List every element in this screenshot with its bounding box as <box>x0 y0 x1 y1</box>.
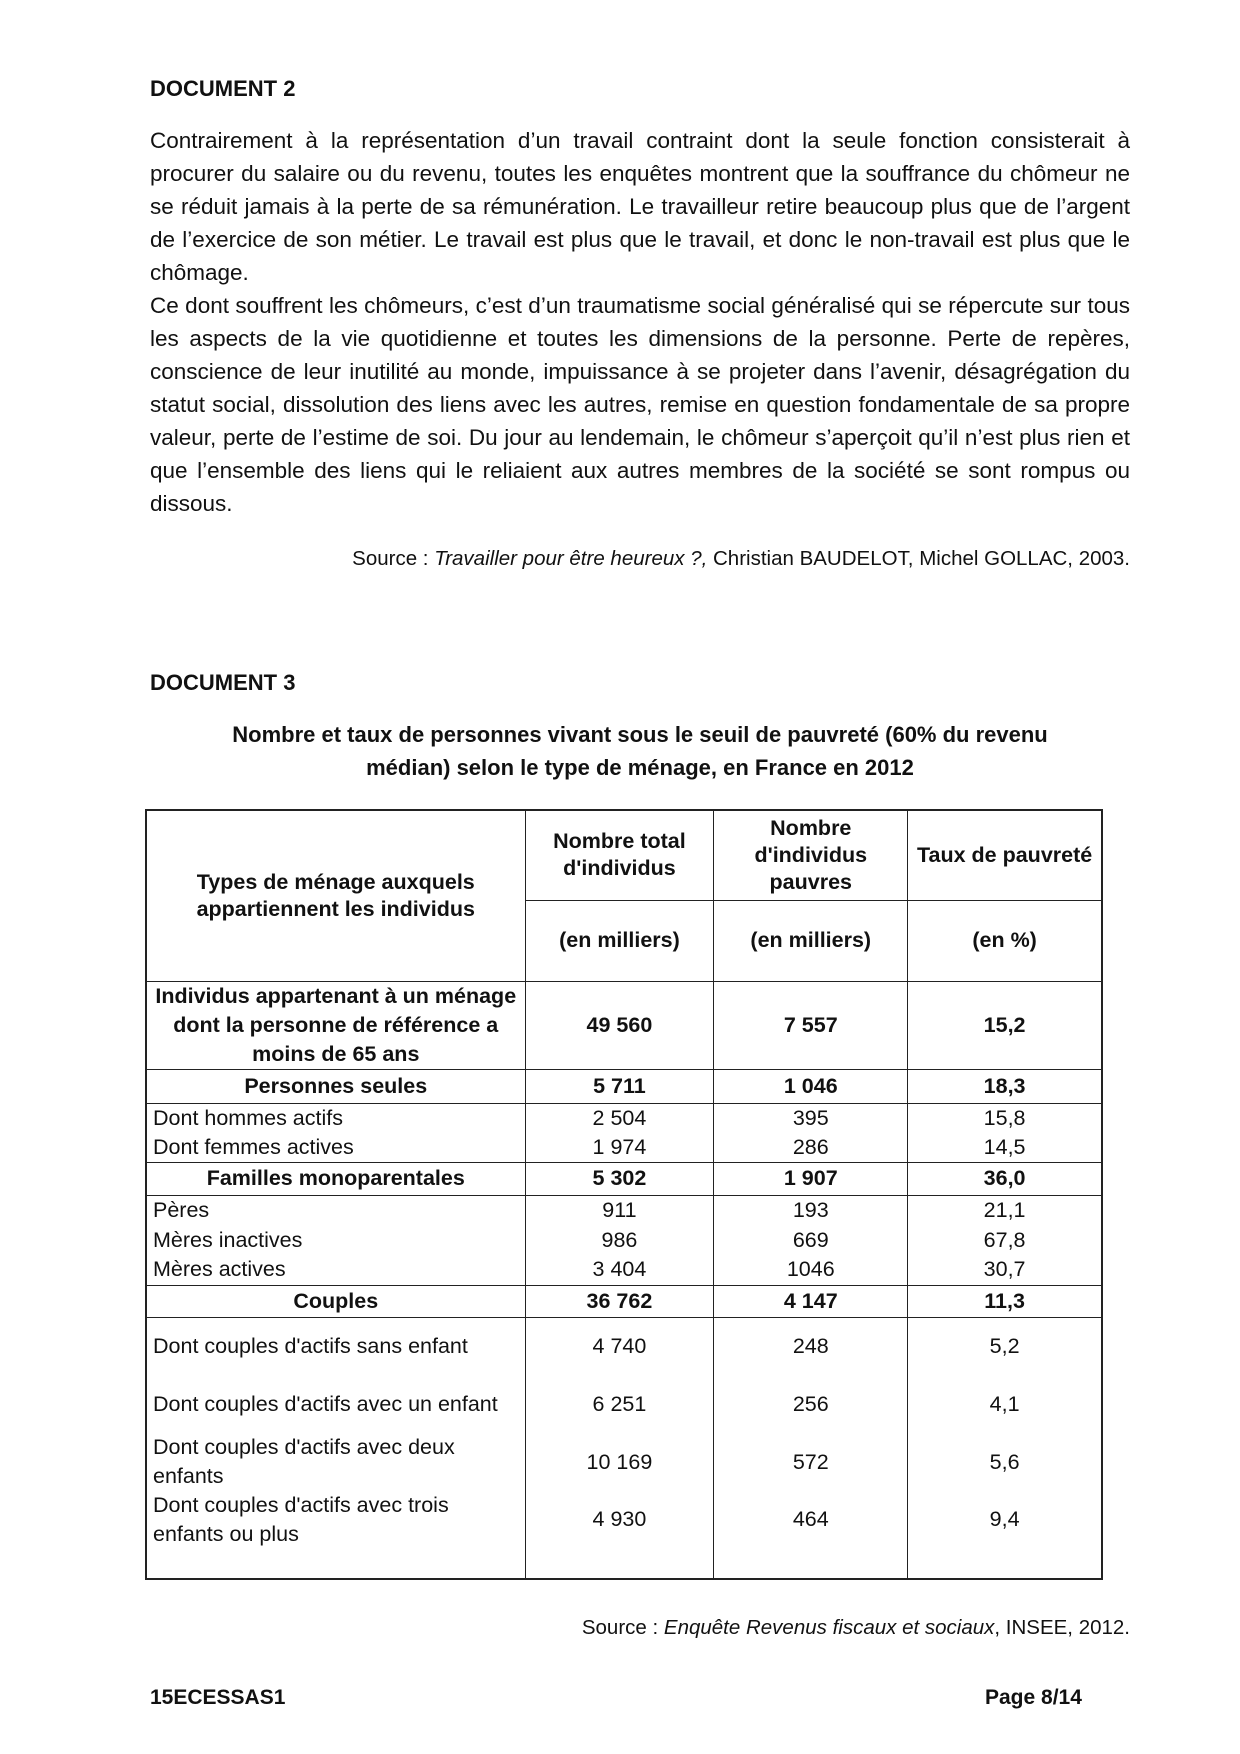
header-total: Nombre total d'individus <box>525 810 714 900</box>
table-row: Couples 36 762 4 147 11,3 <box>146 1285 1102 1317</box>
header-rate: Taux de pauvreté <box>908 810 1102 900</box>
unit-poor: (en milliers) <box>714 900 908 981</box>
table-row: Individus appartenant à un ménage dont la personne de référence a moins de 65 ans 49 560 7 557 15,2 <box>146 981 1102 1069</box>
paragraph-2: Ce dont souffrent les chômeurs, c’est d’un traumatisme social généralisé qui se répercute sur tous les aspects de la vie quotidienne et toutes les dimensions de la personne. Perte de repères, conscience de leur inutilité au monde, impuissance à se projeter dans l’avenir, désagrégation du statut social, dissolution des liens avec les autres, remise en question fondamentale de sa propre valeur, perte de l’estime de soi. Du jour au lendemain, le chômeur s’aperçoit qu’il n’est plus rien et que l’ensemble des liens qui le reliaient aux autres membres de la société se sont rompus ou dissous. <box>150 293 1130 516</box>
document-2-heading: DOCUMENT 2 <box>150 76 296 101</box>
table-row: Pères 911 193 21,1 <box>146 1195 1102 1225</box>
table-row: Mères actives 3 404 1046 30,7 <box>146 1255 1102 1285</box>
table-title: Nombre et taux de personnes vivant sous le seuil de pauvreté (60% du revenu médian) selon le type de ménage, en France en 2012 <box>232 722 1048 780</box>
table-row: Dont couples d'actifs sans enfant 4 740 248 5,2 <box>146 1317 1102 1375</box>
source-title: Travailler pour être heureux ?, <box>434 547 708 570</box>
header-poor: Nombre d'individus pauvres <box>714 810 908 900</box>
table-row: Dont couples d'actifs avec un enfant 6 251 256 4,1 <box>146 1375 1102 1433</box>
table-row: Dont hommes actifs 2 504 395 15,8 <box>146 1103 1102 1133</box>
paragraph-1: Contrairement à la représentation d’un travail contraint dont la seule fonction consisterait à procurer du salaire ou du revenu, toutes les enquêtes montrent que la souffrance du chômeur ne se réduit jamais à la perte de sa rémunération. Le travailleur retire beaucoup plus que de l’argent de l’exercice de son métier. Le travail est plus que le travail, et donc le non-travail est plus que le chômage. <box>150 128 1130 285</box>
page-number: Page 8/14 <box>985 1686 1082 1709</box>
unit-rate: (en %) <box>908 900 1102 981</box>
exam-code: 15ECESSAS1 <box>150 1686 286 1709</box>
source-title: Enquête Revenus fiscaux et sociaux <box>663 1616 995 1639</box>
poverty-table <box>145 809 1103 1580</box>
table-row: Dont femmes actives 1 974 286 14,5 <box>146 1133 1102 1163</box>
table-row: Dont couples d'actifs avec deux enfants 10 169 572 5,6 <box>146 1433 1102 1491</box>
table-row: Mères inactives 986 669 67,8 <box>146 1225 1102 1255</box>
table-row: Personnes seules 5 711 1 046 18,3 <box>146 1069 1102 1103</box>
table-row: Familles monoparentales 5 302 1 907 36,0 <box>146 1162 1102 1195</box>
document-3-heading: DOCUMENT 3 <box>150 670 296 695</box>
header-household-type: Types de ménage auxquels appartiennent les individus <box>146 810 525 981</box>
unit-total: (en milliers) <box>525 900 714 981</box>
document-2-source: Source : Travailler pour être heureux ?, Christian BAUDELOT, Michel GOLLAC, 2003. <box>352 547 1130 570</box>
table-row: Dont couples d'actifs avec trois enfants ou plus 4 930 464 9,4 <box>146 1491 1102 1579</box>
document-2-text <box>150 124 1130 520</box>
document-3-source: Source : Enquête Revenus fiscaux et sociaux, INSEE, 2012. <box>581 1616 1130 1639</box>
